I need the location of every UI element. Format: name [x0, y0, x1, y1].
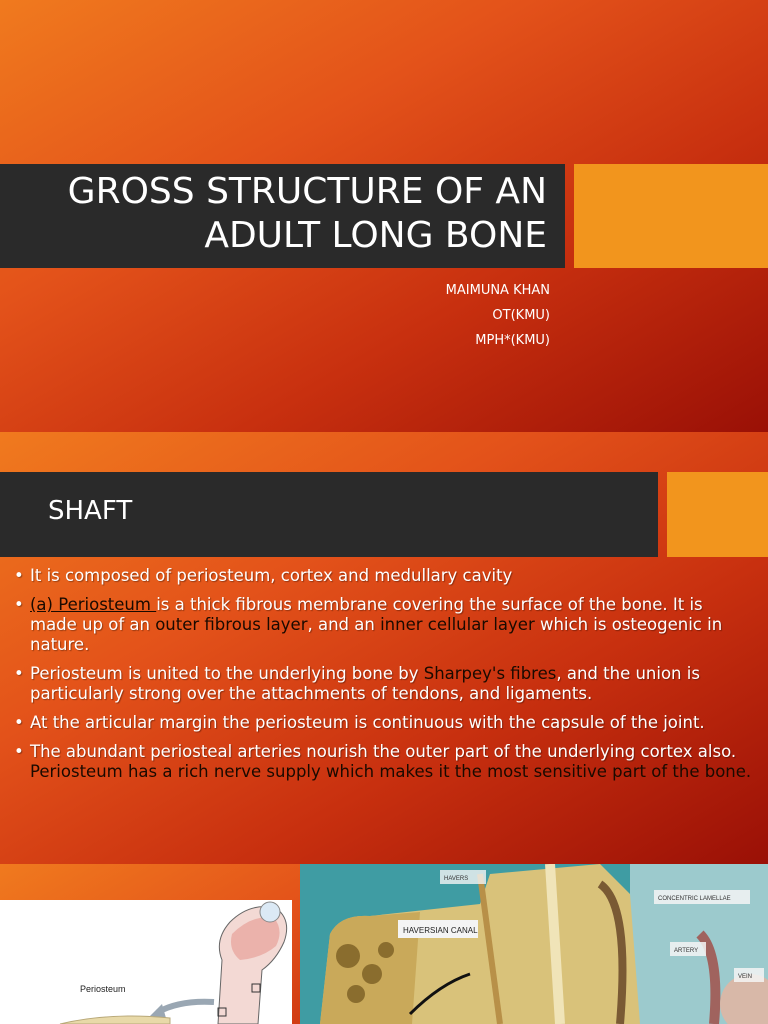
- images-slide: [0, 864, 768, 1024]
- bullet-item: [14, 595, 754, 655]
- periosteum-term: (a) Periosteum: [30, 595, 157, 614]
- bone-diagram-svg: [0, 900, 292, 1024]
- concentric-lamellae-label: CONCENTRIC LAMELLAE: [658, 896, 731, 902]
- haversian-canal-label: HAVERSIAN CANAL: [403, 926, 478, 935]
- bullet-item: [14, 713, 754, 733]
- haversian-model-svg: [300, 864, 768, 1024]
- slide-heading: SHAFT: [48, 496, 133, 526]
- title-accent-block: [574, 164, 768, 268]
- author-block: [446, 278, 550, 353]
- title-slide: [0, 0, 768, 432]
- haversian-model-photo: [300, 864, 768, 1024]
- author-credential-2: MPH*(KMU): [475, 333, 550, 348]
- bullet-item: [14, 742, 754, 782]
- header-bar: [0, 472, 658, 557]
- bullet-text: is a thick fibrous membrane covering the surface of the bone. It is made up of an: [30, 595, 703, 634]
- author-name: MAIMUNA KHAN: [445, 283, 550, 298]
- bullet-text: which is osteogenic in nature.: [30, 615, 723, 654]
- bullet-text: It is composed of periosteum, cortex and medullary cavity: [30, 566, 513, 585]
- bullet-text: , and an: [307, 615, 381, 634]
- outer-fibrous-layer-term: outer fibrous layer: [155, 615, 308, 634]
- bullet-item: [14, 566, 754, 586]
- nerve-supply-highlight: Periosteum has a rich nerve supply which makes it the most sensitive part of the bone.: [30, 762, 752, 781]
- header-accent-block: [667, 472, 768, 557]
- bullet-list: [14, 566, 754, 791]
- vein-label: VEIN: [738, 974, 753, 980]
- shaft-slide: [0, 432, 768, 864]
- slide-title: GROSS STRUCTURE OF AN ADULT LONG BONE: [67, 171, 547, 256]
- author-credential-1: OT(KMU): [492, 308, 550, 323]
- inner-cellular-layer-term: inner cellular layer: [380, 615, 535, 634]
- bullet-text: The abundant periosteal arteries nourish the outer part of the underlying cortex also.: [30, 742, 737, 761]
- havers-label: HAVERS: [444, 876, 469, 882]
- bullet-text: , and the union is particularly strong over the attachments of tendons, and ligaments.: [30, 664, 700, 703]
- periosteum-label: Periosteum: [80, 984, 126, 994]
- title-bar: [0, 164, 565, 268]
- bullet-text: Periosteum is united to the underlying bone by: [30, 664, 424, 683]
- bullet-text: At the articular margin the periosteum is continuous with the capsule of the joint.: [30, 713, 705, 732]
- periosteum-diagram: [0, 900, 292, 1024]
- artery-label: ARTERY: [674, 948, 699, 954]
- sharpeys-fibres-term: Sharpey's fibres: [423, 664, 557, 683]
- bullet-item: [14, 664, 754, 704]
